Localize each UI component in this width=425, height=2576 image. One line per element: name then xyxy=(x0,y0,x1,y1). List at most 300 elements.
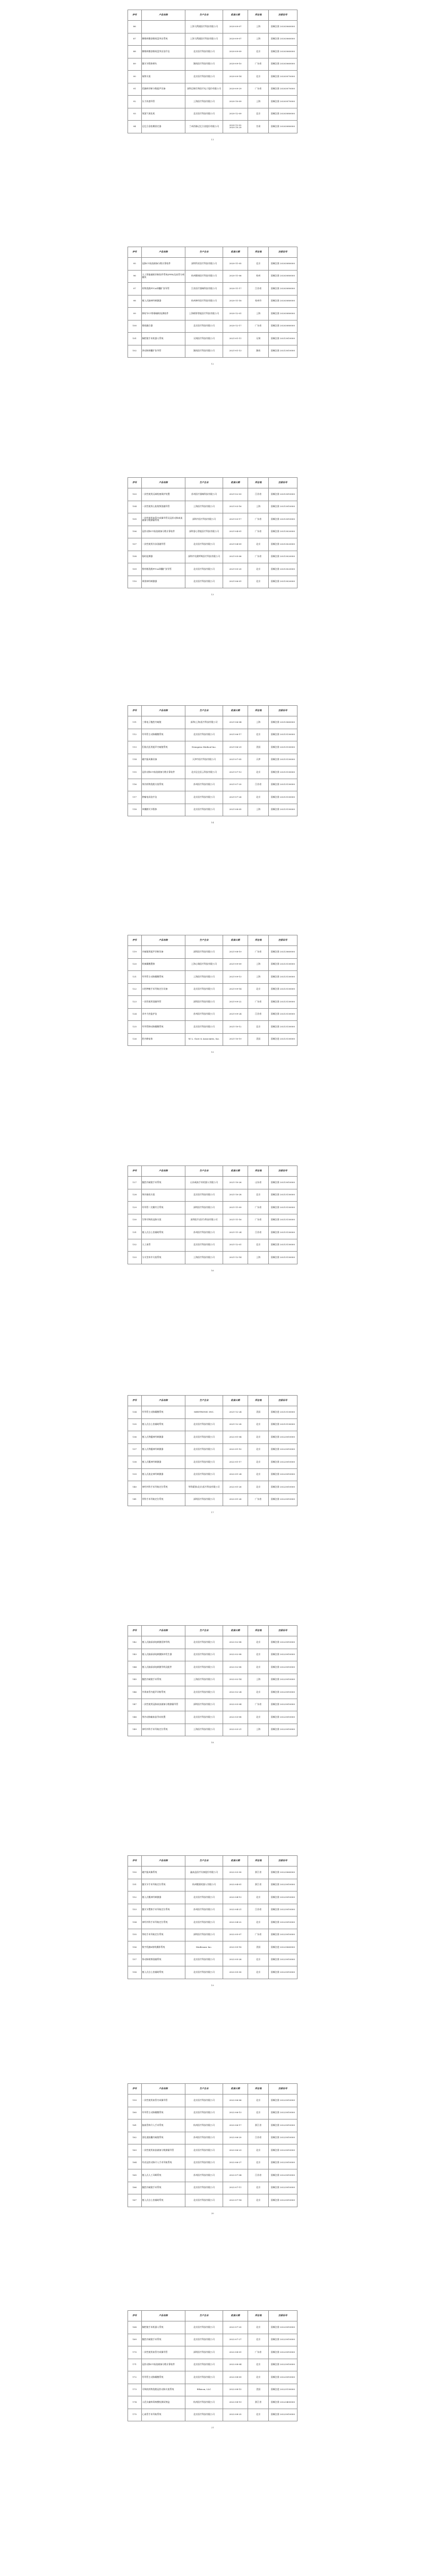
approval-date: 2022-06-27 xyxy=(223,2157,248,2169)
product-name: 人工智能辅助诊断软件系统(FFR)及血管分析模块 xyxy=(141,270,185,283)
manufacturer: 北京医疗科技有限公司 xyxy=(185,1954,223,1966)
manufacturer: 北京医疗科技有限公司 xyxy=(185,576,223,588)
manufacturer: 深圳医疗科技有限公司 xyxy=(185,1202,223,1214)
product-name: 神经外科手术导航定位系统 xyxy=(141,1916,185,1929)
manufacturer: 苏州医疗科技有限公司 xyxy=(185,779,223,791)
product-name: 数字乳腺X射线摄影系统 xyxy=(141,1941,185,1954)
location: 上海 xyxy=(248,33,268,46)
approval-date: 2021-07-20 xyxy=(223,779,248,791)
approval-date: 2022-05-18 xyxy=(223,1941,248,1954)
row-number: 118 xyxy=(128,804,142,816)
product-name: 内窥镜用超声诊断设备 xyxy=(141,946,185,959)
product-name: 颅内药物洗脱支架系统 xyxy=(141,779,185,791)
manufacturer: MEDTRONIC INC. xyxy=(185,1406,223,1419)
column-header: 批准日期 xyxy=(223,478,248,488)
location: 北京 xyxy=(248,1954,268,1966)
table-row xyxy=(128,2144,298,2157)
registration-number: 国械注准 20223010000 xyxy=(268,2334,297,2346)
table-block xyxy=(128,1395,298,1506)
product-name: 神经外科手术导航定位系统 xyxy=(141,1724,185,1736)
row-number: 167 xyxy=(128,2194,142,2207)
product-name: 冠脉CT血流储备分数计算软件 xyxy=(141,258,185,271)
row-number: 98 xyxy=(128,295,142,308)
row-number: 106 xyxy=(128,526,142,538)
table-row xyxy=(128,1033,298,1046)
table-row xyxy=(128,108,298,121)
table-row xyxy=(128,1661,298,1674)
column-header: 批准日期 xyxy=(223,1396,248,1406)
approval-date: 2020-09-07 xyxy=(223,33,248,46)
approval-date: 2021-08-05 xyxy=(223,804,248,816)
approval-date: 2021-04-09 xyxy=(223,538,248,551)
column-header: 产品名称 xyxy=(141,2084,185,2094)
table-row xyxy=(128,1649,298,1661)
row-number: 159 xyxy=(128,2094,142,2107)
table-header-row xyxy=(128,247,298,258)
approval-date: 2022-06-13 xyxy=(223,2107,248,2119)
row-number: 114 xyxy=(128,754,142,766)
registration-number: 国械注准 20223010000 xyxy=(268,2144,297,2157)
table-row xyxy=(128,791,298,804)
registration-number: 国械注准 20203080000 xyxy=(268,121,297,133)
registration-number: 国械注准 20223010000 xyxy=(268,1636,297,1649)
row-number: 155 xyxy=(128,1929,142,1941)
registration-number: 国械注准 20223010000 xyxy=(268,1891,297,1904)
product-name: 单髁膝关节假体 xyxy=(141,804,185,816)
location: 北京 xyxy=(248,1966,268,1979)
manufacturer: 深圳市医疗科技有限公司 xyxy=(185,513,223,526)
row-number: 112 xyxy=(128,729,142,741)
table-row xyxy=(128,1456,298,1469)
registration-number: 国械注准 20223010000 xyxy=(268,2346,297,2359)
row-number: 157 xyxy=(128,1954,142,1966)
registration-number: 国械注准 20223010000 xyxy=(268,2371,297,2384)
approval-date: 2020-12-09 xyxy=(223,108,248,121)
location: 无锡 xyxy=(248,333,268,345)
approval-date: 2022-06-06 xyxy=(223,2094,248,2107)
row-number: 101 xyxy=(128,333,142,345)
manufacturer: 深圳医疗(医疗)科技有限公司 xyxy=(185,1214,223,1227)
product-table xyxy=(128,935,298,1046)
manufacturer: 兰州西脉记忆合金股份有限公司 xyxy=(185,121,223,133)
row-number: 97 xyxy=(128,283,142,295)
table-row xyxy=(128,2107,298,2119)
column-header: 生产企业 xyxy=(185,478,223,488)
column-header: 产品名称 xyxy=(141,1626,185,1636)
product-table xyxy=(128,247,298,358)
manufacturer: 北京医疗科技有限公司 xyxy=(185,538,223,551)
column-header: 注册证号 xyxy=(268,1626,297,1636)
approval-date: 2022-01-04 xyxy=(223,1431,248,1444)
table-row xyxy=(128,320,298,333)
table-row xyxy=(128,1021,298,1034)
registration-number: 国械注准 20213130000 xyxy=(268,1252,297,1264)
table-row xyxy=(128,33,298,46)
approval-date: 2022-05-30 xyxy=(223,1966,248,1979)
registration-number: 国械注准 20223010000 xyxy=(268,1443,297,1456)
row-number: 116 xyxy=(128,779,142,791)
product-name: 植入式骶神经刺激器 xyxy=(141,1891,185,1904)
registration-number: 国械注准 20203080000 xyxy=(268,108,297,121)
column-header: 注册证号 xyxy=(268,1856,297,1866)
location: 广东省 xyxy=(248,946,268,959)
column-header: 生产企业 xyxy=(185,1166,223,1177)
location: 天津 xyxy=(248,754,268,766)
table-row xyxy=(128,1699,298,1711)
column-header: 注册证号 xyxy=(268,2311,297,2321)
product-name: 植入式左心室辅助系统 xyxy=(141,1966,185,1979)
location: 上海 xyxy=(248,804,268,816)
table-row xyxy=(128,2169,298,2182)
product-name: 口腔种植手术导航定位设备 xyxy=(141,983,185,996)
row-number: 175 xyxy=(128,2409,142,2421)
registration-number: 国械注准 20203070000 xyxy=(268,83,297,96)
product-name: 髋关节置换手术导航定位系统 xyxy=(141,1904,185,1916)
product-name: 一次性使用消融导管 xyxy=(141,996,185,1009)
table-row xyxy=(128,996,298,1009)
approval-date: 2022-04-13 xyxy=(223,1891,248,1904)
manufacturer: 北京医疗科技有限公司 xyxy=(185,1456,223,1469)
location: 北京 xyxy=(248,1418,268,1431)
registration-number: 国械注准 20213010000 xyxy=(268,501,297,513)
location: 北京 xyxy=(248,538,268,551)
location: 美国 xyxy=(248,741,268,754)
product-table xyxy=(128,1855,298,1979)
registration-number: 国械注准 20223010000 xyxy=(268,1493,297,1506)
row-number: 138 xyxy=(128,1456,142,1469)
registration-number: 国械注准 20223010000 xyxy=(268,1966,297,1979)
location: 北京 xyxy=(248,258,268,271)
manufacturer: 北京医疗科技有限公司 xyxy=(185,2359,223,2371)
product-name: 肺结节CT影像辅助检测软件 xyxy=(141,308,185,320)
manufacturer: 深圳医疗科技有限公司 xyxy=(185,1699,223,1711)
row-number: 87 xyxy=(128,33,142,46)
row-number: 164 xyxy=(128,2157,142,2169)
table-row xyxy=(128,779,298,791)
table-block xyxy=(128,10,298,133)
registration-number: 国械注进 20213130000 xyxy=(268,1406,297,1419)
registration-number: 国械注准 20213130000 xyxy=(268,729,297,741)
row-number: 170 xyxy=(128,2346,142,2359)
approval-date: 2021-04-01 xyxy=(223,526,248,538)
table-header-row xyxy=(128,2311,298,2321)
product-name: 三维电子腹腔内窥镜 xyxy=(141,716,185,729)
row-number: 143 xyxy=(128,1649,142,1661)
table-row xyxy=(128,2371,298,2384)
row-number: 173 xyxy=(128,2384,142,2396)
location: 广东省 xyxy=(248,1202,268,1214)
registration-number: 国械注准 20213130000 xyxy=(268,1418,297,1431)
table-row xyxy=(128,1636,298,1649)
location: 江苏省 xyxy=(248,1904,268,1916)
column-header: 生产企业 xyxy=(185,10,223,21)
manufacturer: 北京医疗科技有限公司 xyxy=(185,1711,223,1724)
table-row xyxy=(128,1711,298,1724)
location: 浙江省 xyxy=(248,1866,268,1879)
manufacturer: 苏州医疗器械科技有限公司 xyxy=(185,488,223,501)
approval-date: 2021-12-24 xyxy=(223,1406,248,1419)
approval-date: 2022-04-22 xyxy=(223,1916,248,1929)
manufacturer: 深圳迈瑞生物医疗电子股份有限公司 xyxy=(185,83,223,96)
registration-number: 国械注准 20213060000 xyxy=(268,716,297,729)
table-row xyxy=(128,1189,298,1202)
registration-number: 国械注准 20213130000 xyxy=(268,754,297,766)
product-name: 术中力控监护仪 xyxy=(141,1008,185,1021)
product-name: 植入式左心室辅助系统 xyxy=(141,1418,185,1431)
row-number: 139 xyxy=(128,1468,142,1481)
product-name: 植入式脑神经刺激器 xyxy=(141,295,185,308)
table-row xyxy=(128,1252,298,1264)
table-row xyxy=(128,2359,298,2371)
table-row xyxy=(128,1468,298,1481)
manufacturer: Neuspera Medical Inc. xyxy=(185,741,223,754)
row-number: 141 xyxy=(128,1493,142,1506)
approval-date: 2021-11-09 xyxy=(223,1202,248,1214)
page-number: 12 xyxy=(211,362,214,365)
product-table xyxy=(128,2083,298,2207)
row-number: 122 xyxy=(128,983,142,996)
location: 北京 xyxy=(248,71,268,83)
table-row xyxy=(128,754,298,766)
location: 广东省 xyxy=(248,320,268,333)
table-row xyxy=(128,2321,298,2334)
product-name: 胸腔镜手术机器人系统 xyxy=(141,333,185,345)
page-number: 20 xyxy=(211,2211,214,2215)
manufacturer: 北京医疗科技有限公司 xyxy=(185,804,223,816)
row-number: 134 xyxy=(128,1406,142,1419)
column-header: 批准日期 xyxy=(223,1856,248,1866)
row-number: 111 xyxy=(128,716,142,729)
registration-number: 国械注准 20213020000 xyxy=(268,563,297,576)
product-name: 脊柱手术导航定位系统 xyxy=(141,1929,185,1941)
manufacturer: 北京医疗科技有限公司 xyxy=(185,1431,223,1444)
row-number: 142 xyxy=(128,1636,142,1649)
column-header: 产品名称 xyxy=(141,706,185,716)
row-number: 109 xyxy=(128,563,142,576)
product-name: 紫杉醇洗脱PTCA球囊扩张导管 xyxy=(141,563,185,576)
manufacturer: 北京医疗科技有限公司 xyxy=(185,46,223,58)
table-row xyxy=(128,1966,298,1979)
registration-number: 国械注准 20213130000 xyxy=(268,1239,297,1252)
registration-number: 国械注准 20203080000 xyxy=(268,283,297,295)
column-header: 产品名称 xyxy=(141,1856,185,1866)
row-number: 99 xyxy=(128,308,142,320)
row-number: 94 xyxy=(128,121,142,133)
manufacturer: 深圳医疗科技有限公司 xyxy=(185,946,223,959)
table-row xyxy=(128,1724,298,1736)
row-number: 113 xyxy=(128,741,142,754)
column-header: 所在地 xyxy=(248,1856,268,1866)
registration-number: 国械注准 20203080000 xyxy=(268,270,297,283)
registration-number: 国械注准 20203080000 xyxy=(268,258,297,271)
table-block xyxy=(128,935,298,1046)
manufacturer: 深圳医疗科技有限公司 xyxy=(185,1929,223,1941)
product-name: 一次性使用心脏射频消融导管 xyxy=(141,501,185,513)
product-table xyxy=(128,1625,298,1736)
location: 北京 xyxy=(248,1456,268,1469)
location: 北京 xyxy=(248,2371,268,2384)
product-name: 压力传感导管 xyxy=(141,96,185,108)
table-row xyxy=(128,958,298,971)
column-header: 序号 xyxy=(128,478,142,488)
location: 北京 xyxy=(248,729,268,741)
row-number: 88 xyxy=(128,46,142,58)
row-number: 146 xyxy=(128,1686,142,1699)
approval-date: 2021-07-13 xyxy=(223,766,248,779)
row-number: 153 xyxy=(128,1904,142,1916)
approval-date: 2022-06-20 xyxy=(223,2132,248,2144)
location: 浙江省 xyxy=(248,1879,268,1891)
table-row xyxy=(128,21,298,33)
product-name: 肛肠式医用超声内窥镜系统 xyxy=(141,741,185,754)
row-number: 152 xyxy=(128,1891,142,1904)
row-number: 115 xyxy=(128,766,142,779)
product-table xyxy=(128,1165,298,1264)
approval-date: 2020-11-17 xyxy=(223,283,248,295)
row-number: 91 xyxy=(128,83,142,96)
registration-number: 国械注准 20203060000 xyxy=(268,33,297,46)
location: 美国 xyxy=(248,1941,268,1954)
table-row xyxy=(128,983,298,996)
registration-number: 国械注准 20223010000 xyxy=(268,2094,297,2107)
product-name: 乳腺病诊断分数超声设备 xyxy=(141,83,185,96)
column-header: 生产企业 xyxy=(185,935,223,946)
table-row xyxy=(128,513,298,526)
row-number: 166 xyxy=(128,2182,142,2194)
manufacturer: 北京医疗科技有限公司 xyxy=(185,729,223,741)
location: 江苏省 xyxy=(248,2132,268,2144)
page-number: 13 xyxy=(211,593,214,596)
approval-date: 2022-03-21 xyxy=(223,1724,248,1736)
location: 广东省 xyxy=(248,2346,268,2359)
product-name: 腹腔内窥镜手术系统 xyxy=(141,1177,185,1189)
table-row xyxy=(128,1214,298,1227)
product-name: 人乳头瘤病毒核酸检测试剂盒 xyxy=(141,2396,185,2409)
row-number: 127 xyxy=(128,1177,142,1189)
registration-number: 国械注准 20213130000 xyxy=(268,1202,297,1214)
registration-number: 国械注准 20223060000 xyxy=(268,1866,297,1879)
location: 北京 xyxy=(248,1891,268,1904)
manufacturer: 北京医疗科技有限公司 xyxy=(185,1916,223,1929)
product-name: 外周血管内超声诊断系统 xyxy=(141,1686,185,1699)
product-name: 肿瘤电场治疗仪 xyxy=(141,791,185,804)
product-name: 脑血管病介入手术系统 xyxy=(141,2119,185,2132)
table-row xyxy=(128,1202,298,1214)
manufacturer: 北京医疗科技有限公司 xyxy=(185,320,223,333)
table-row xyxy=(128,1866,298,1879)
approval-date: 2021-12-01 xyxy=(223,1239,248,1252)
location: 上海 xyxy=(248,96,268,108)
row-number: 92 xyxy=(128,96,142,108)
approval-date: 2021-02-03 xyxy=(223,488,248,501)
product-name: 一次性使用冠脉血流储备分数测量导管 xyxy=(141,1699,185,1711)
product-name: 颅内动脉瘤血流导向装置 xyxy=(141,1711,185,1724)
product-name: 腰椎病微创椎间盘突出系统 xyxy=(141,33,185,46)
table-header-row xyxy=(128,935,298,946)
table-row xyxy=(128,576,298,588)
manufacturer: 北京医疗科技有限公司 xyxy=(185,1418,223,1431)
approval-date: 2020-09-09 xyxy=(223,46,248,58)
approval-date: 2021-09-09 xyxy=(223,958,248,971)
registration-number: 国械注进 20223130000 xyxy=(268,2384,297,2396)
row-number: 108 xyxy=(128,551,142,563)
row-number: 129 xyxy=(128,1202,142,1214)
row-number: 149 xyxy=(128,1724,142,1736)
table-row xyxy=(128,2119,298,2132)
column-header: 批准日期 xyxy=(223,935,248,946)
location: 广东省 xyxy=(248,58,268,71)
approval-date: 2022-03-04 xyxy=(223,1699,248,1711)
registration-number: 国械注准 20213130000 xyxy=(268,971,297,984)
registration-number: 国械注准 20213130000 xyxy=(268,1008,297,1021)
manufacturer: 北京医疗科技有限公司 xyxy=(185,108,223,121)
row-number: 172 xyxy=(128,2371,142,2384)
approval-date: 2022-01-10 xyxy=(223,1443,248,1456)
table-row xyxy=(128,2094,298,2107)
manufacturer: 苏州医疗科技有限公司 xyxy=(185,2169,223,2182)
approval-date: 2022-08-19 xyxy=(223,2396,248,2409)
manufacturer: 上海医疗科技有限公司 xyxy=(185,971,223,984)
table-row xyxy=(128,83,298,96)
registration-number: 国械注准 20213020000 xyxy=(268,538,297,551)
approval-date: 2020-09-10 xyxy=(223,58,248,71)
product-name: 经导管主动脉瓣膜系统 xyxy=(141,971,185,984)
table-row xyxy=(128,2157,298,2169)
product-name: 机械瓣膜置换 xyxy=(141,958,185,971)
column-header: 产品名称 xyxy=(141,2311,185,2321)
approval-date: 2021-06-17 xyxy=(223,729,248,741)
approval-date: 2021-07-05 xyxy=(223,754,248,766)
column-header: 生产企业 xyxy=(185,706,223,716)
location: 上海 xyxy=(248,958,268,971)
approval-date: 2022-07-11 xyxy=(223,2182,248,2194)
table-row xyxy=(128,1177,298,1189)
row-number: 102 xyxy=(128,345,142,358)
row-number: 128 xyxy=(128,1189,142,1202)
column-header: 注册证号 xyxy=(268,2084,297,2094)
manufacturer: Medtronic Inc. xyxy=(185,1941,223,1954)
column-header: 序号 xyxy=(128,706,142,716)
product-name: 氧氮气氧化机 xyxy=(141,108,185,121)
manufacturer: Ethicon, LLC xyxy=(185,2384,223,2396)
approval-date: 2022-07-20 xyxy=(223,2321,248,2334)
table-row xyxy=(128,270,298,283)
registration-number: 国械注准 20223010000 xyxy=(268,1674,297,1686)
table-row xyxy=(128,2409,298,2421)
product-name: 植入式左心室辅助系统 xyxy=(141,1227,185,1239)
approval-date: 2021-09-22 xyxy=(223,996,248,1009)
page-number: 11 xyxy=(211,138,214,141)
row-number: 136 xyxy=(128,1431,142,1444)
manufacturer: 杭州键嘉机器人有限公司 xyxy=(185,1879,223,1891)
table-header-row xyxy=(128,1626,298,1636)
location: 上海 xyxy=(248,971,268,984)
table-row xyxy=(128,1879,298,1891)
manufacturer: 上海医疗科技有限公司 xyxy=(185,1724,223,1736)
manufacturer: 北京医疗科技有限公司 xyxy=(185,2334,223,2346)
location: 北京 xyxy=(248,2182,268,2194)
registration-number: 国械注准 20223010000 xyxy=(268,1724,297,1736)
product-name: 髋关节手术导航定位系统 xyxy=(141,1879,185,1891)
product-name: 腔内修复体 xyxy=(141,1033,185,1046)
table-row xyxy=(128,1227,298,1239)
approval-date: 2022-02-08 xyxy=(223,1636,248,1649)
location: 广东省 xyxy=(248,996,268,1009)
product-name: 取物支架 xyxy=(141,71,185,83)
approval-date: 2021-10-19 xyxy=(223,1033,248,1046)
registration-number: 国械注准 20213010000 xyxy=(268,1177,297,1189)
product-name: 颅内取栓支架 xyxy=(141,1189,185,1202)
